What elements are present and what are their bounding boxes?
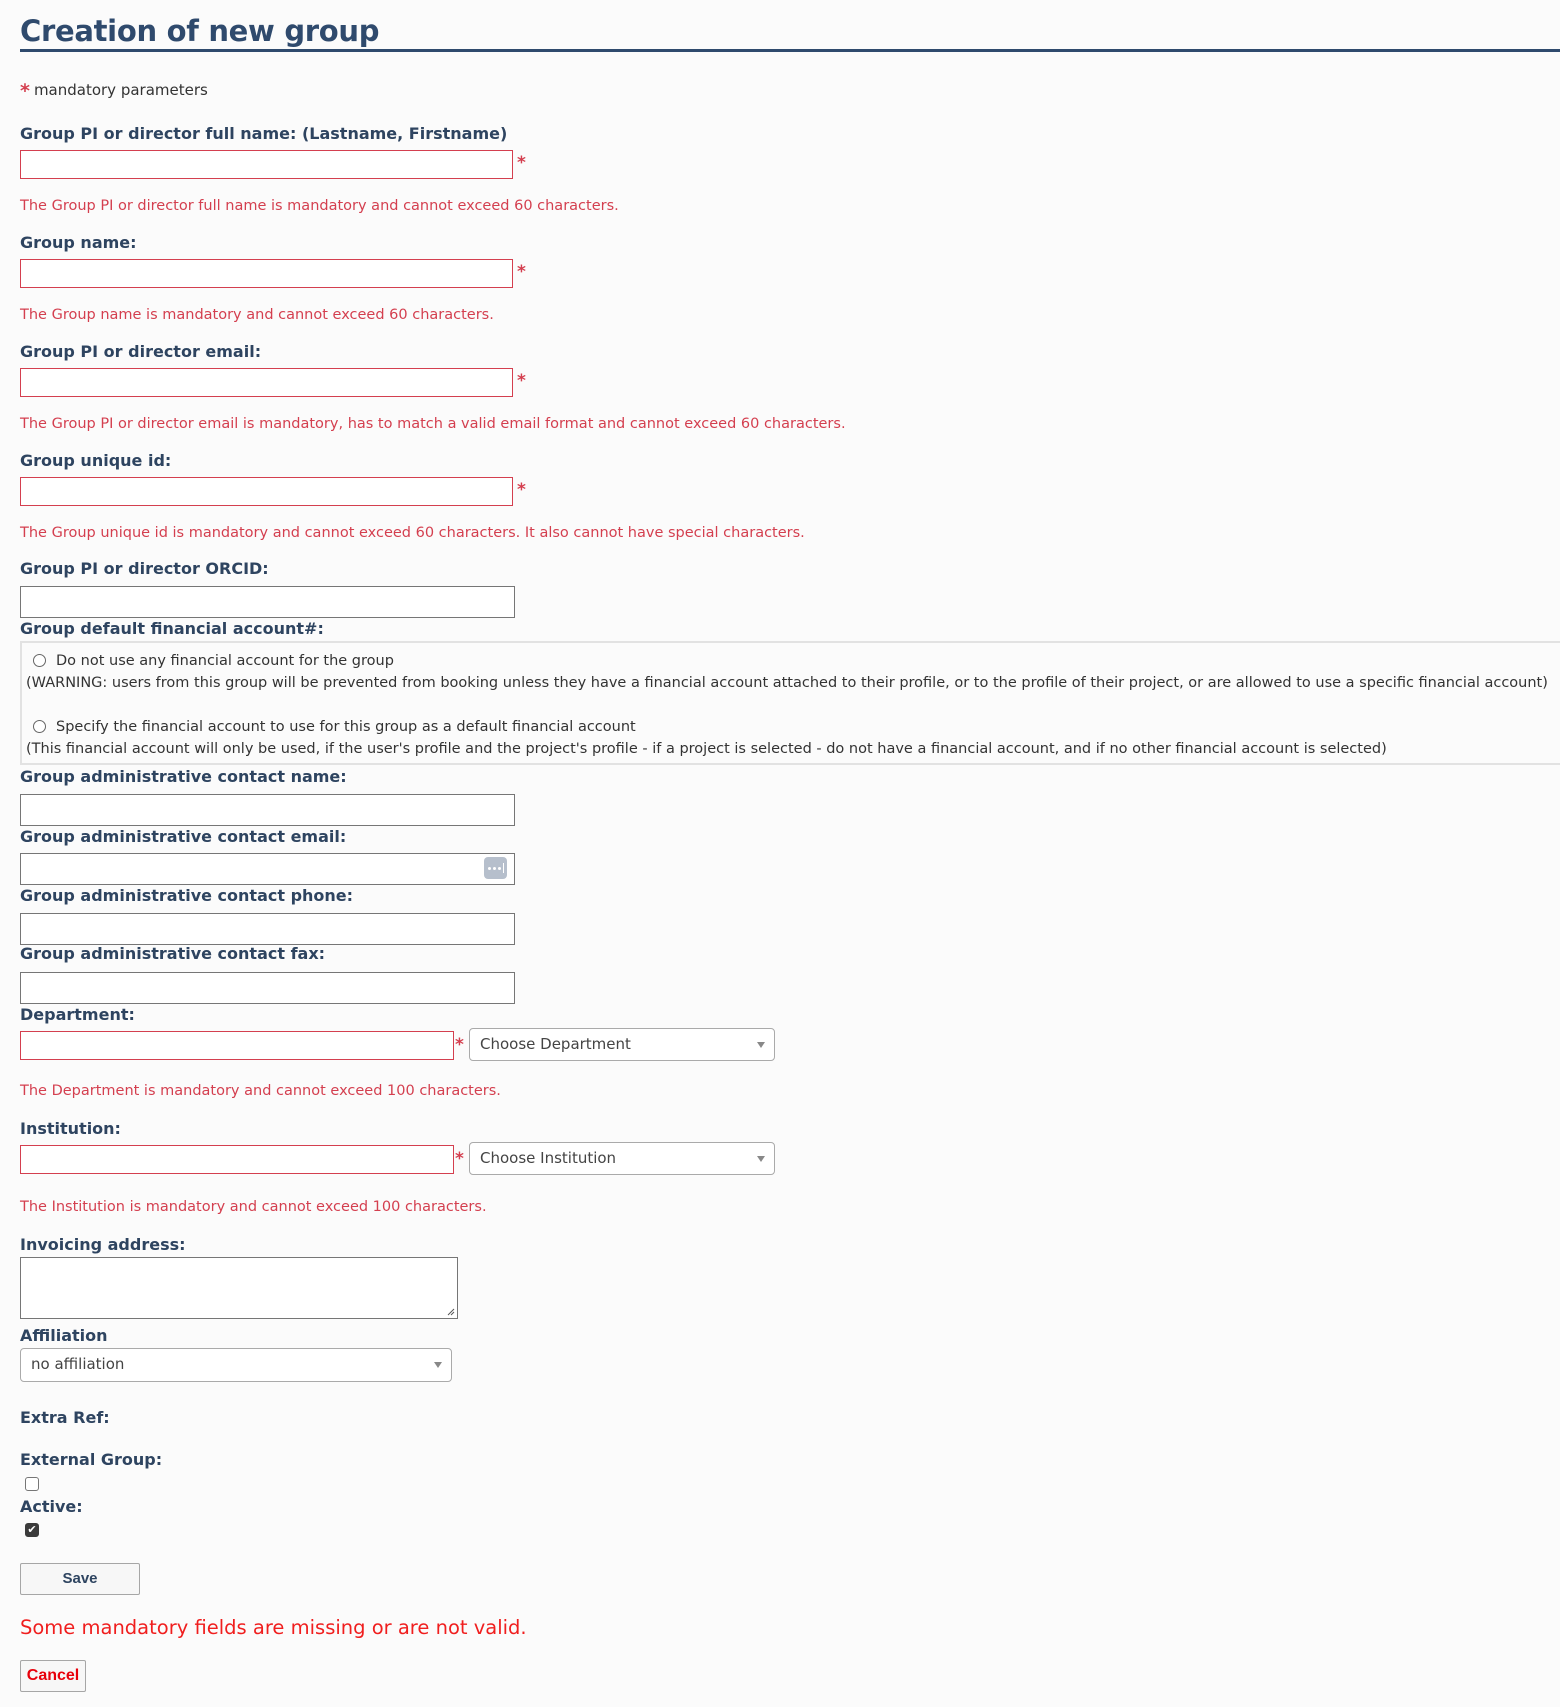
pi-name-required-asterisk: * [517, 153, 526, 173]
chevron-down-icon [757, 1156, 765, 1162]
active-checkbox[interactable] [25, 1523, 39, 1537]
department-select[interactable] [469, 1028, 775, 1061]
department-label: Department: [20, 1005, 135, 1024]
pi-name-input[interactable] [20, 150, 513, 179]
pi-name-error: The Group PI or director full name is mandatory and cannot exceed 60 characters. [20, 198, 619, 214]
department-input[interactable] [20, 1031, 454, 1060]
admin-fax-label: Group administrative contact fax: [20, 944, 326, 963]
unique-id-input[interactable] [20, 477, 513, 506]
cancel-button[interactable]: Cancel [20, 1660, 86, 1692]
admin-phone-input[interactable] [20, 913, 515, 945]
invoicing-address-textarea[interactable] [20, 1257, 458, 1319]
unique-id-label: Group unique id: [20, 451, 172, 470]
group-name-input[interactable] [20, 259, 513, 288]
external-group-checkbox[interactable] [25, 1477, 39, 1491]
admin-email-label: Group administrative contact email: [20, 827, 347, 846]
pi-email-error: The Group PI or director email is mandatory, has to match a valid email format and cannot exceed 60 characters. [20, 416, 846, 432]
financial-option-none-label[interactable]: Do not use any financial account for the group [56, 653, 394, 669]
financial-option-specify-radio[interactable] [33, 720, 46, 733]
pi-email-label: Group PI or director email: [20, 342, 262, 361]
chevron-down-icon [757, 1042, 765, 1048]
institution-required-asterisk: * [455, 1149, 464, 1169]
affiliation-select-value: no affiliation [31, 1355, 125, 1373]
affiliation-label: Affiliation [20, 1326, 108, 1345]
required-asterisk: * [20, 80, 30, 102]
unique-id-required-asterisk: * [517, 480, 526, 500]
mandatory-note [20, 80, 208, 102]
department-error: The Department is mandatory and cannot exceed 100 characters. [20, 1083, 501, 1099]
orcid-input[interactable] [20, 586, 515, 618]
financial-option-none-radio[interactable] [33, 654, 46, 667]
invoicing-address-label: Invoicing address: [20, 1235, 186, 1254]
institution-label: Institution: [20, 1119, 121, 1138]
admin-email-input[interactable] [20, 853, 515, 885]
institution-input[interactable] [20, 1145, 454, 1174]
title-underline [20, 49, 1560, 52]
department-required-asterisk: * [455, 1035, 464, 1055]
password-manager-icon[interactable] [484, 857, 507, 879]
institution-select[interactable] [469, 1142, 775, 1175]
extra-ref-label: Extra Ref: [20, 1408, 110, 1427]
orcid-label: Group PI or director ORCID: [20, 559, 269, 578]
group-name-error: The Group name is mandatory and cannot exceed 60 characters. [20, 307, 494, 323]
active-label: Active: [20, 1497, 83, 1516]
resize-handle-icon[interactable] [447, 1308, 455, 1316]
financial-option-specify-label[interactable]: Specify the financial account to use for this group as a default financial account [56, 719, 636, 735]
checkmark-icon: ✔ [27, 1523, 37, 1536]
group-name-required-asterisk: * [517, 262, 526, 282]
admin-fax-input[interactable] [20, 972, 515, 1004]
mandatory-note-text: mandatory parameters [33, 81, 208, 99]
pi-email-required-asterisk: * [517, 371, 526, 391]
institution-error: The Institution is mandatory and cannot exceed 100 characters. [20, 1199, 487, 1215]
chevron-down-icon [434, 1362, 442, 1368]
institution-select-value: Choose Institution [480, 1149, 617, 1167]
financial-option-specify-note: (This financial account will only be used, if the user's profile and the project's profile - if a project is selected - do not have a financial account, and if no other financial account is selected) [26, 741, 1387, 757]
financial-option-none-note: (WARNING: users from this group will be prevented from booking unless they have a financial account attached to their profile, or to the profile of their project, or are allowed to use a specific financial account) [26, 675, 1548, 691]
external-group-label: External Group: [20, 1450, 163, 1469]
unique-id-error: The Group unique id is mandatory and cannot exceed 60 characters. It also cannot have special characters. [20, 525, 805, 541]
admin-phone-label: Group administrative contact phone: [20, 886, 354, 905]
financial-account-label: Group default financial account#: [20, 619, 324, 638]
form-error-message: Some mandatory fields are missing or are not valid. [20, 1616, 527, 1639]
affiliation-select[interactable] [20, 1348, 452, 1382]
admin-name-label: Group administrative contact name: [20, 767, 347, 786]
pi-email-input[interactable] [20, 368, 513, 397]
department-select-value: Choose Department [480, 1035, 631, 1053]
page-title: Creation of new group [20, 14, 380, 48]
save-button[interactable]: Save [20, 1563, 140, 1595]
pi-name-label: Group PI or director full name: (Lastname, Firstname) [20, 124, 508, 143]
group-name-label: Group name: [20, 233, 137, 252]
admin-name-input[interactable] [20, 794, 515, 826]
